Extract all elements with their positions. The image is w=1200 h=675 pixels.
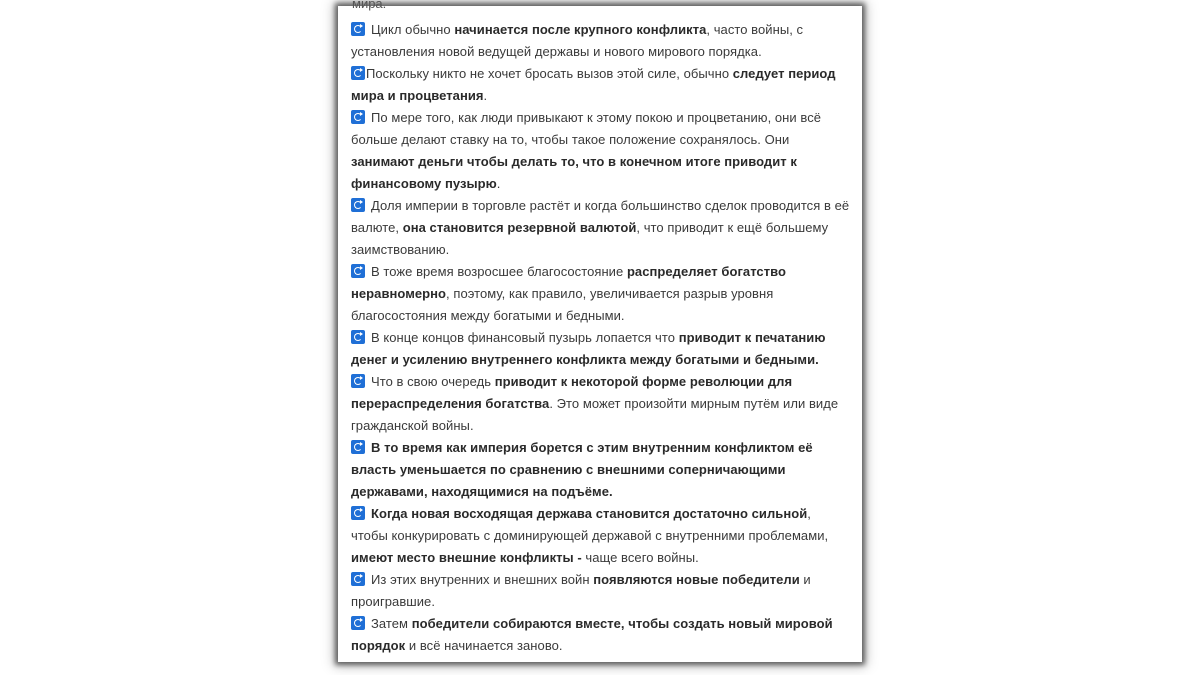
body-text: Доля империи в торговле растёт и когда большинство сделок проводится в её валюте, bbox=[351, 198, 850, 235]
emphasis-text: она становится резервной валютой bbox=[402, 220, 637, 235]
body-text: Затем bbox=[371, 616, 412, 631]
emphasis-text: победители собираются вместе, чтобы создать новый мировой порядок bbox=[351, 616, 833, 653]
body-text: и проигравшие. bbox=[351, 572, 811, 609]
body-text: и всё начинается заново. bbox=[405, 638, 563, 653]
body-text: В конце концов финансовый пузырь лопается что bbox=[371, 330, 679, 345]
list-item bbox=[351, 371, 851, 437]
cycle-arrows-icon bbox=[351, 330, 365, 344]
emphasis-text: занимают деньги чтобы делать то, что в конечном итоге приводит к финансовому пузырю bbox=[351, 154, 797, 191]
list-item bbox=[351, 613, 851, 657]
body-text: Что в свою очередь bbox=[371, 374, 495, 389]
cycle-arrows-icon bbox=[351, 66, 365, 80]
cycle-arrows-icon bbox=[351, 374, 365, 388]
list-item bbox=[351, 19, 851, 63]
cycle-arrows-icon bbox=[351, 22, 365, 36]
body-text: Цикл обычно bbox=[371, 22, 455, 37]
cycle-arrows-icon bbox=[351, 506, 365, 520]
body-text: . bbox=[483, 88, 488, 103]
cycle-arrows-icon bbox=[351, 110, 365, 124]
body-text: , что приводит к ещё большему заимствованию. bbox=[351, 220, 829, 257]
list-item bbox=[351, 503, 851, 569]
list-item bbox=[351, 195, 851, 261]
emphasis-text: Когда новая восходящая держава становится достаточно сильной bbox=[371, 506, 808, 521]
list-item bbox=[351, 63, 851, 107]
list-item bbox=[351, 569, 851, 613]
cycle-arrows-icon bbox=[351, 264, 365, 278]
emphasis-text: следует период мира и процветания bbox=[351, 66, 836, 103]
body-text: В тоже время возросшее благосостояние bbox=[371, 264, 627, 279]
cycle-arrows-icon bbox=[351, 572, 365, 586]
cycle-arrows-icon bbox=[351, 198, 365, 212]
body-text: По мере того, как люди привыкают к этому покою и процветанию, они всё больше делают ставку на то, чтобы такое положение сохранялось. Они bbox=[351, 110, 822, 147]
emphasis-text: распределяет богатство неравномерно bbox=[351, 264, 786, 301]
emphasis-text: имеют место внешние конфликты - bbox=[351, 550, 586, 565]
list-item bbox=[351, 327, 851, 371]
emphasis-text: приводит к некоторой форме революции для перераспределения богатства bbox=[351, 374, 793, 411]
body-text: . Это может произойти мирным путём или виде гражданской войны. bbox=[351, 396, 839, 433]
list-item bbox=[351, 107, 851, 195]
body-text: , чтобы конкурировать с доминирующей державой с внутренними проблемами, bbox=[351, 506, 829, 543]
body-text: чаще всего войны. bbox=[585, 550, 699, 565]
body-text: Из этих внутренних и внешних войн bbox=[371, 572, 594, 587]
cut-off-line: мира. bbox=[352, 0, 387, 11]
body-text: . bbox=[496, 176, 501, 191]
emphasis-text: приводит к печатанию денег и усилению внутреннего конфликта между богатыми и бедными. bbox=[351, 330, 826, 367]
emphasis-text: начинается после крупного конфликта bbox=[454, 22, 707, 37]
emphasis-text: В то время как империя борется с этим внутренним конфликтом её власть уменьшается по сравнению с внешними соперничающими державами, находящимися на подъёме. bbox=[351, 440, 813, 499]
body-text: , часто войны, с установления новой ведущей державы и нового мирового порядка. bbox=[351, 22, 804, 59]
cycle-arrows-icon bbox=[351, 440, 365, 454]
document-card bbox=[338, 0, 862, 662]
list-item bbox=[351, 437, 851, 503]
emphasis-text: появляются новые победители bbox=[593, 572, 800, 587]
cycle-arrows-icon bbox=[351, 616, 365, 630]
list-item bbox=[351, 261, 851, 327]
bullet-list bbox=[351, 19, 851, 657]
body-text: , поэтому, как правило, увеличивается разрыв уровня благосостояния между богатыми и бедными. bbox=[351, 286, 774, 323]
body-text: Поскольку никто не хочет бросать вызов этой силе, обычно bbox=[366, 66, 733, 81]
